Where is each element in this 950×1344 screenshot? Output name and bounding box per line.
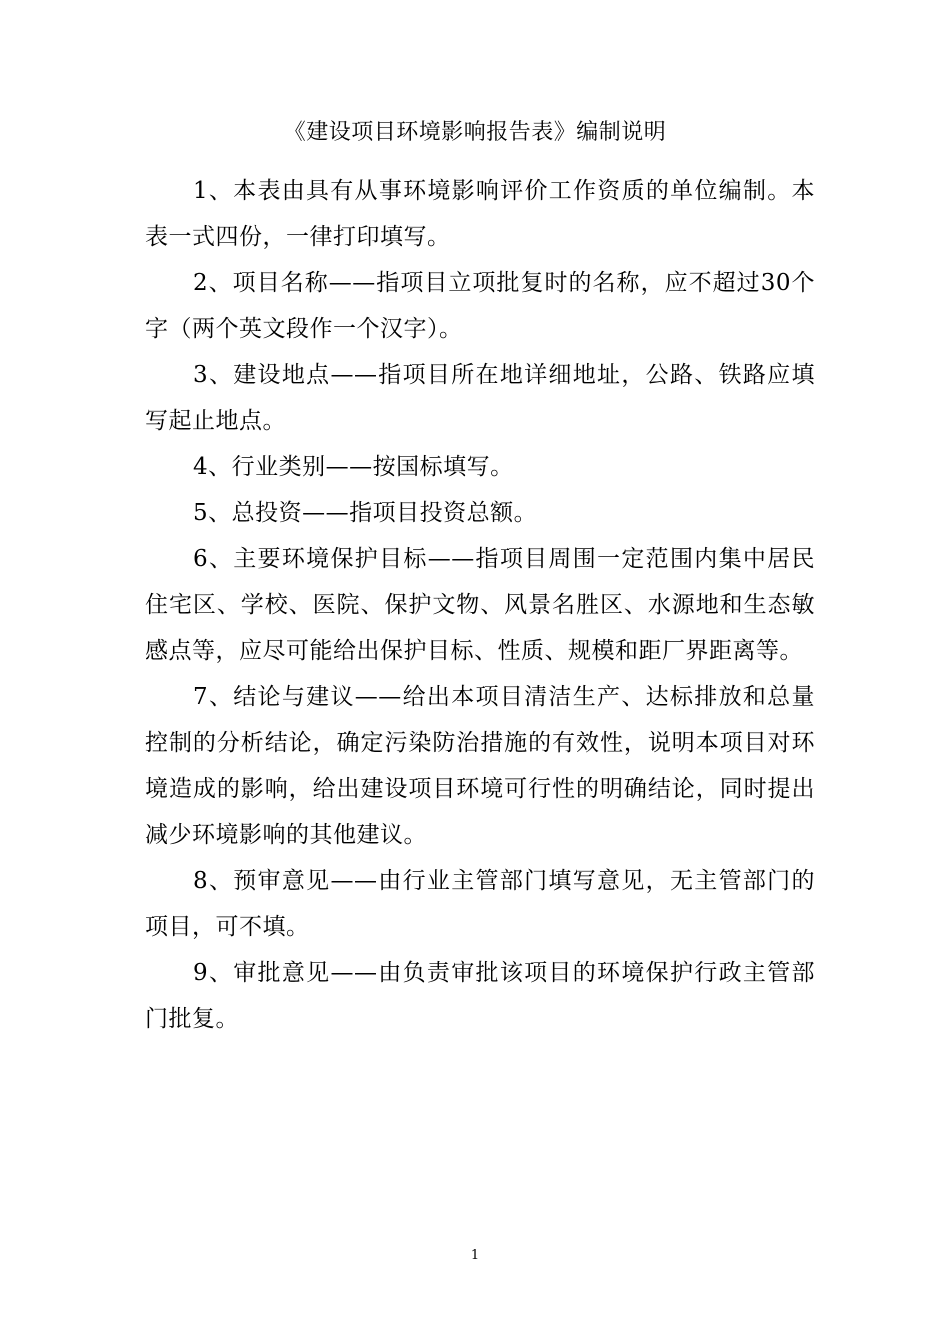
paragraph-5: 5、总投资——指项目投资总额。 [193,500,538,526]
document-body [145,168,815,1042]
document-title: 《建设项目环境影响报告表》编制说明 [283,120,667,145]
paragraph-9: 9、审批意见——由负责审批该项目的环境保护行政主管部门批复。 [145,960,815,1032]
paragraph-3: 3、建设地点——指项目所在地详细地址，公路、铁路应填写起止地点。 [145,362,815,434]
paragraph-6: 6、主要环境保护目标——指项目周围一定范围内集中居民住宅区、学校、医院、保护文物、风景名胜区、水源地和生态敏感点等，应尽可能给出保护目标、性质、规模和距厂界距离等。 [145,546,815,664]
paragraph-8: 8、预审意见——由行业主管部门填写意见，无主管部门的项目，可不填。 [145,868,815,940]
paragraph-2: 2、项目名称——指项目立项批复时的名称，应不超过30个字（两个英文段作一个汉字）。 [145,270,815,342]
paragraph-7: 7、结论与建议——给出本项目清洁生产、达标排放和总量控制的分析结论，确定污染防治措施的有效性，说明本项目对环境造成的影响，给出建设项目环境可行性的明确结论，同时提出减少环境影响的其他建议。 [145,684,815,848]
paragraph-1: 1、本表由具有从事环境影响评价工作资质的单位编制。本表一式四份，一律打印填写。 [145,178,815,250]
paragraph-4: 4、行业类别——按国标填写。 [193,454,514,480]
page-number: 1 [470,1248,480,1263]
